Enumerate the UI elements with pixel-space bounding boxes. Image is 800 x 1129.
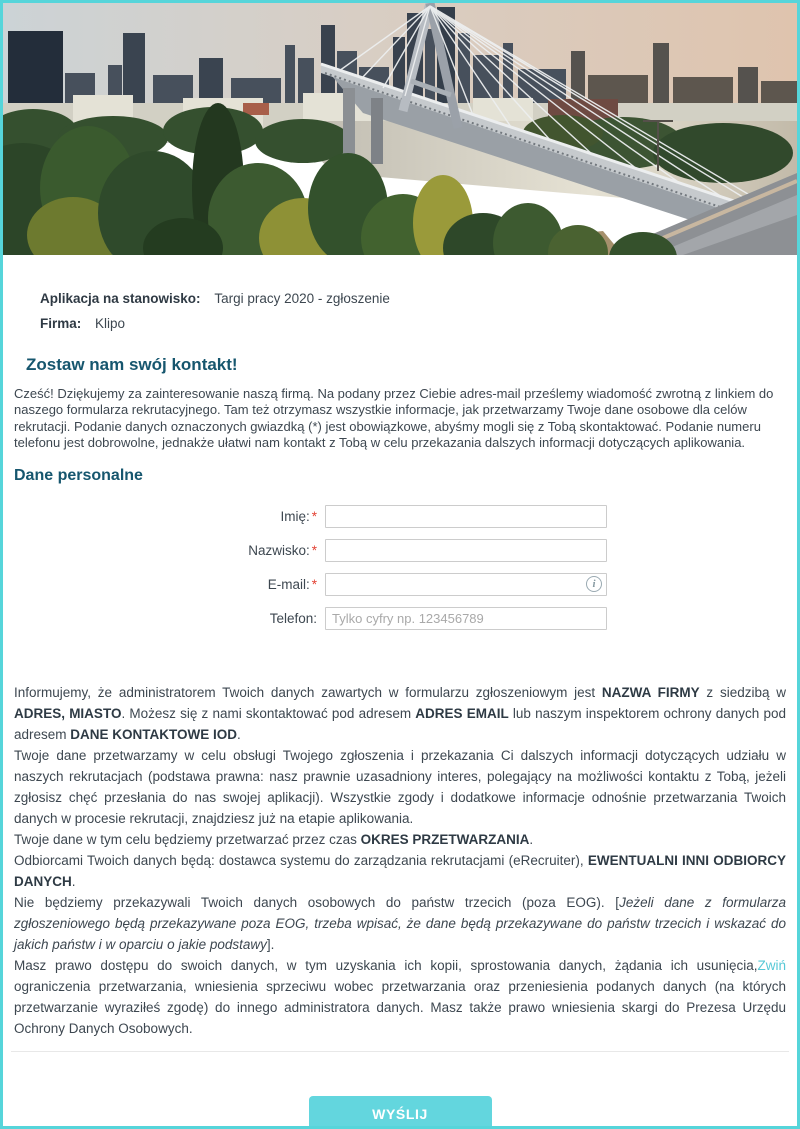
job-position-row [40,291,797,306]
gdpr-paragraph: Odbiorcami Twoich danych będą: dostawca systemu do zarządzania rekrutacjami (eRecruiter), EWENTUALNI INNI ODBIORCY DANYCH. [14,853,786,890]
job-company-row [40,316,797,331]
job-company-value: Klipo [95,316,126,331]
email-row [3,573,797,596]
footer-divider [11,1051,789,1052]
job-position-value: Targi pracy 2020 - zgłoszenie [214,291,390,306]
first-name-input[interactable] [325,505,607,528]
job-position-label: Aplikacja na stanowisko: [40,291,201,306]
last-name-label: Nazwisko: * [248,543,317,559]
first-name-label: Imię: * [280,509,317,525]
phone-row [3,607,797,630]
gdpr-paragraph: Informujemy, że administratorem Twoich danych zawartych w formularzu zgłoszeniowym jest NAZWA FIRMY z siedzibą w ADRES, MIASTO. Możesz się z nami skontaktować pod adresem ADRES EMAIL lub naszym inspektorem ochrony danych pod adresem DANE KONTAKTOWE IOD. [14,685,786,743]
gdpr-notice [14,682,786,1039]
required-marker: * [311,543,317,559]
first-name-row [3,505,797,528]
last-name-input[interactable] [325,539,607,562]
gdpr-paragraph: Twoje dane w tym celu będziemy przetwarzać przez czas OKRES PRZETWARZANIA. [14,832,534,848]
job-company-label: Firma: [40,316,82,331]
hero-image [3,3,797,255]
required-marker: * [311,509,317,525]
last-name-row [3,539,797,562]
info-icon[interactable]: i [586,576,602,592]
intro-text: Cześć! Dziękujemy za zainteresowanie naszą firmą. Na podany przez Ciebie adres-mail prześlemy wiadomość zwrotną z linkiem do naszego formularza rekrutacyjnego. Tam też otrzymasz wszystkie informacje, jak przetwarzamy Twoje dane osobowe dla celów rekrutacji. Podanie danych oznaczonych gwiazdką (*) jest obowiązkowe, abyśmy mogli się z Tobą skontaktować. Podanie numeru telefonu jest dobrowolne, jednakże ułatwi nam kontakt z Tobą w celu przekazania dalszych informacji dotyczących aplikowania. [14,386,774,450]
job-info [40,291,797,331]
submit-button[interactable]: WYŚLIJ [309,1096,492,1129]
collapse-link[interactable]: Zwiń [757,958,786,974]
personal-data-heading: Dane personalne [14,467,143,485]
personal-data-form [3,505,797,630]
gdpr-paragraph: Nie będziemy przekazywali Twoich danych osobowych do państw trzecich (poza EOG). [Jeżeli dane z formularza zgłoszeniowego będą przekazywane poza EOG, trzeba wpisać, że dane będą przekazywane do państw trzecich i wskazać do jakich państw i w oparciu o jakie podstawy]. [14,895,786,953]
gdpr-paragraph: Twoje dane przetwarzamy w celu obsługi Twojego zgłoszenia i przekazania Ci dalszych informacji dotyczących udziału w naszych rekrutacjach (podstawa prawna: nasz prawnie uzasadniony interes, polegający na możliwości kontaktu z Tobą, jeżeli zgłosisz chęć przesłania do nas swojej aplikacji). Wszystkie zgody i dodatkowe informacje odnośnie przetwarzania Twoich danych w procesie rekrutacji, znajdziesz już na etapie aplikowania. [14,748,786,827]
email-label: E-mail: * [267,577,317,593]
gdpr-paragraph-last: Zwiń Masz prawo dostępu do swoich danych, w tym uzyskania ich kopii, sprostowania danych, żądania ich usunięcia, ograniczenia przetwarzania, wniesienia sprzeciwu wobec przetwarzania oraz przeniesienia podanych danych (na których przetwarzanie wyraziłeś zgodę) do innego administratora danych. Masz także prawo wniesienia skargi do Prezesa Urzędu Ochrony Danych Osobowych. [14,955,786,1039]
email-input[interactable] [325,573,607,596]
page-title: Zostaw nam swój kontakt! [26,355,238,374]
phone-label: Telefon: [269,611,317,627]
required-marker: * [311,577,317,593]
phone-input[interactable] [325,607,607,630]
